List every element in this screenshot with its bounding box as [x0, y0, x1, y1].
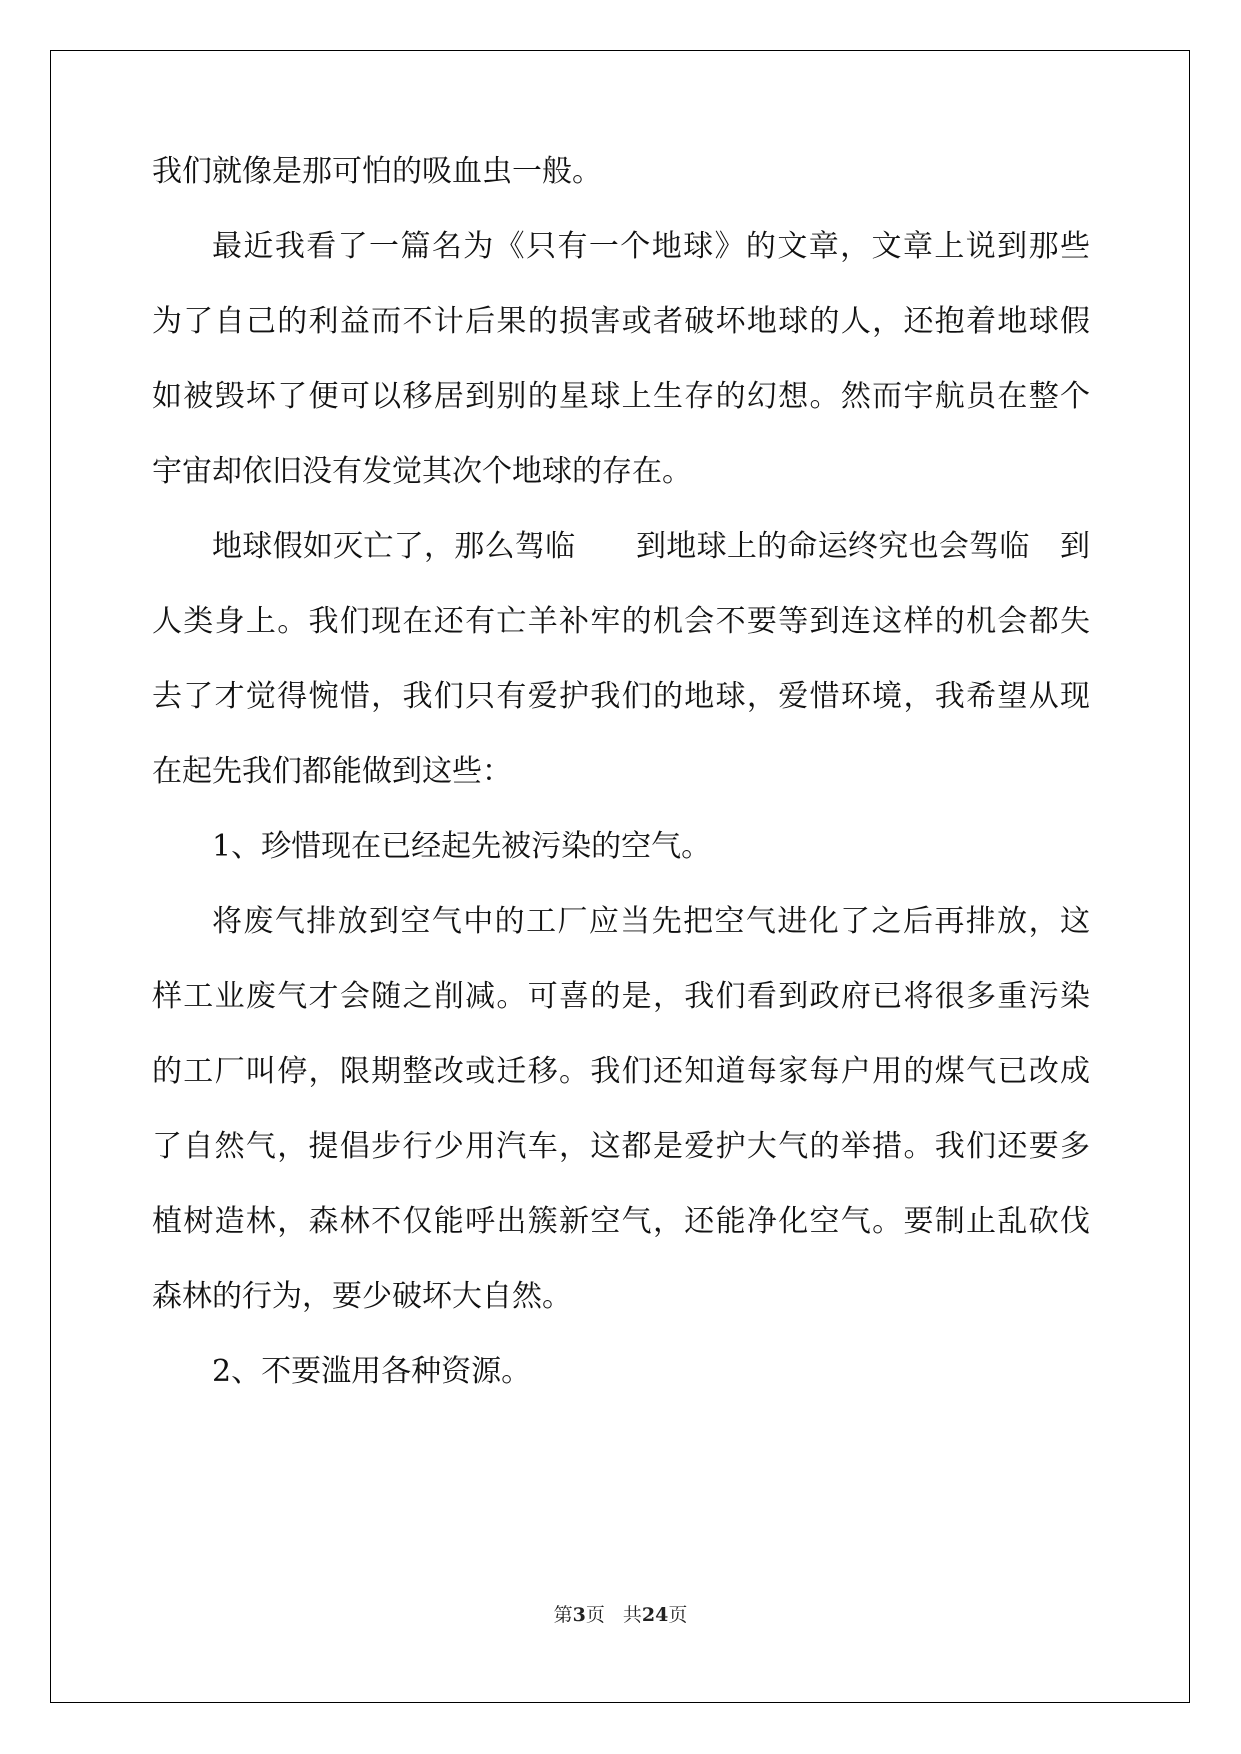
total-pages-label: 共24页: [622, 1604, 688, 1626]
text-line: 的工厂叫停，限期整改或迁移。我们还知道每家每户用的煤气已改成: [152, 1054, 1090, 1089]
text-line: 在起先我们都能做到这些：: [152, 754, 512, 789]
page-border: [50, 50, 1190, 1703]
text-line: 去了才觉得惋惜，我们只有爱护我们的地球，爱惜环境，我希望从现: [152, 679, 1090, 714]
paragraph-start-line: 最近我看了一篇名为《只有一个地球》的文章，文章上说到那些: [212, 229, 1090, 264]
paragraph-start-line: 将废气排放到空气中的工厂应当先把空气进化了之后再排放，这: [212, 904, 1090, 939]
text-line: 我们就像是那可怕的吸血虫一般。: [152, 154, 602, 189]
text-line: 植树造林，森林不仅能呼出簇新空气，还能净化空气。要制止乱砍伐: [152, 1204, 1090, 1239]
list-item-heading: 2、不要滥用各种资源。: [212, 1354, 532, 1389]
page-footer: [0, 1603, 1241, 1627]
text-line: 森林的行为，要少破坏大自然。: [152, 1279, 572, 1314]
text-line: 如被毁坏了便可以移居到别的星球上生存的幻想。然而宇航员在整个: [152, 379, 1090, 414]
page-number-label: 第3页: [553, 1604, 605, 1626]
text-line: 为了自己的利益而不计后果的损害或者破坏地球的人，还抱着地球假: [152, 304, 1090, 339]
paragraph-start-line: 地球假如灭亡了，那么驾临 到地球上的命运终究也会驾临 到: [212, 529, 1090, 564]
text-line: 人类身上。我们现在还有亡羊补牢的机会不要等到连这样的机会都失: [152, 604, 1090, 639]
text-line: 了自然气，提倡步行少用汽车，这都是爱护大气的举措。我们还要多: [152, 1129, 1090, 1164]
list-item-heading: 1、珍惜现在已经起先被污染的空气。: [212, 829, 712, 864]
text-line: 宇宙却依旧没有发觉其次个地球的存在。: [152, 454, 692, 489]
text-line: 样工业废气才会随之削减。可喜的是，我们看到政府已将很多重污染: [152, 979, 1090, 1014]
